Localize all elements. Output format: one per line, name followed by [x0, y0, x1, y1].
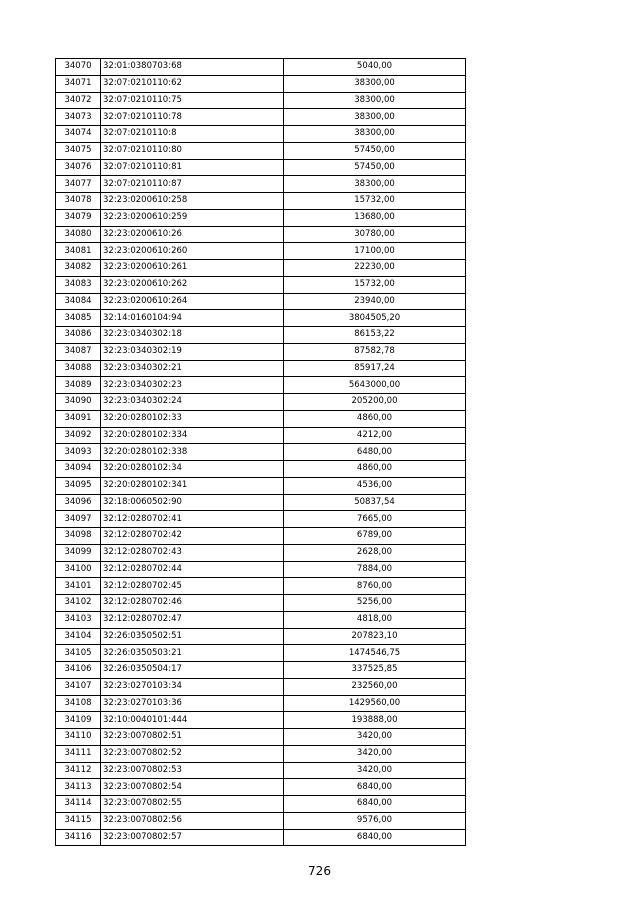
row-number-cell: 34095 — [56, 477, 101, 494]
cadastral-value-cell: 5040,00 — [284, 59, 466, 76]
cadastral-number-cell: 32:23:0200610:264 — [101, 293, 284, 310]
cadastral-number-cell: 32:20:0280102:338 — [101, 444, 284, 461]
row-number-cell: 34085 — [56, 310, 101, 327]
table-row — [56, 528, 466, 545]
row-number-cell: 34114 — [56, 796, 101, 813]
table-row — [56, 645, 466, 662]
cadastral-value-cell: 193888,00 — [284, 712, 466, 729]
row-number-cell: 34104 — [56, 628, 101, 645]
cadastral-value-cell: 8760,00 — [284, 578, 466, 595]
table-row — [56, 494, 466, 511]
row-number-cell: 34076 — [56, 159, 101, 176]
cadastral-value-cell: 86153,22 — [284, 327, 466, 344]
cadastral-number-cell: 32:12:0280702:45 — [101, 578, 284, 595]
row-number-cell: 34116 — [56, 829, 101, 846]
page-number: 726 — [308, 864, 331, 878]
cadastral-value-cell: 50837,54 — [284, 494, 466, 511]
table-row — [56, 226, 466, 243]
cadastral-value-cell: 205200,00 — [284, 394, 466, 411]
cadastral-number-cell: 32:23:0070802:52 — [101, 745, 284, 762]
row-number-cell: 34074 — [56, 126, 101, 143]
cadastral-value-cell: 57450,00 — [284, 159, 466, 176]
cadastral-value-table — [55, 58, 466, 846]
cadastral-value-cell: 3420,00 — [284, 762, 466, 779]
row-number-cell: 34071 — [56, 75, 101, 92]
cadastral-number-cell: 32:26:0350504:17 — [101, 662, 284, 679]
row-number-cell: 34098 — [56, 528, 101, 545]
table-row — [56, 729, 466, 746]
table-row — [56, 444, 466, 461]
row-number-cell: 34072 — [56, 92, 101, 109]
cadastral-value-cell: 23940,00 — [284, 293, 466, 310]
table-row — [56, 695, 466, 712]
cadastral-value-cell: 7665,00 — [284, 511, 466, 528]
cadastral-number-cell: 32:23:0200610:262 — [101, 276, 284, 293]
cadastral-number-cell: 32:23:0200610:259 — [101, 209, 284, 226]
cadastral-number-cell: 32:07:0210110:87 — [101, 176, 284, 193]
cadastral-value-cell: 3420,00 — [284, 729, 466, 746]
cadastral-value-cell: 38300,00 — [284, 75, 466, 92]
row-number-cell: 34088 — [56, 360, 101, 377]
table-row — [56, 193, 466, 210]
table-row — [56, 59, 466, 76]
row-number-cell: 34093 — [56, 444, 101, 461]
row-number-cell: 34091 — [56, 410, 101, 427]
row-number-cell: 34105 — [56, 645, 101, 662]
cadastral-number-cell: 32:12:0280702:42 — [101, 528, 284, 545]
cadastral-value-cell: 6840,00 — [284, 796, 466, 813]
cadastral-value-cell: 4212,00 — [284, 427, 466, 444]
row-number-cell: 34115 — [56, 812, 101, 829]
table-row — [56, 461, 466, 478]
row-number-cell: 34073 — [56, 109, 101, 126]
table-row — [56, 159, 466, 176]
table-row — [56, 628, 466, 645]
cadastral-value-cell: 4818,00 — [284, 611, 466, 628]
table-row — [56, 126, 466, 143]
table-body — [56, 59, 466, 846]
row-number-cell: 34100 — [56, 561, 101, 578]
cadastral-value-cell: 15732,00 — [284, 276, 466, 293]
table-row — [56, 662, 466, 679]
row-number-cell: 34102 — [56, 595, 101, 612]
row-number-cell: 34086 — [56, 327, 101, 344]
cadastral-value-cell: 38300,00 — [284, 176, 466, 193]
cadastral-number-cell: 32:23:0270103:36 — [101, 695, 284, 712]
row-number-cell: 34107 — [56, 678, 101, 695]
cadastral-number-cell: 32:23:0200610:260 — [101, 243, 284, 260]
cadastral-value-cell: 9576,00 — [284, 812, 466, 829]
cadastral-number-cell: 32:07:0210110:62 — [101, 75, 284, 92]
cadastral-value-cell: 17100,00 — [284, 243, 466, 260]
row-number-cell: 34087 — [56, 343, 101, 360]
table-row — [56, 595, 466, 612]
row-number-cell: 34097 — [56, 511, 101, 528]
cadastral-value-cell: 87582,78 — [284, 343, 466, 360]
table-row — [56, 477, 466, 494]
table-row — [56, 410, 466, 427]
cadastral-value-cell: 6480,00 — [284, 444, 466, 461]
table-row — [56, 394, 466, 411]
row-number-cell: 34084 — [56, 293, 101, 310]
cadastral-number-cell: 32:23:0270103:34 — [101, 678, 284, 695]
cadastral-number-cell: 32:23:0200610:258 — [101, 193, 284, 210]
cadastral-value-cell: 15732,00 — [284, 193, 466, 210]
table-row — [56, 745, 466, 762]
cadastral-number-cell: 32:26:0350503:21 — [101, 645, 284, 662]
cadastral-value-cell: 13680,00 — [284, 209, 466, 226]
cadastral-number-cell: 32:12:0280702:46 — [101, 595, 284, 612]
cadastral-value-cell: 6840,00 — [284, 779, 466, 796]
row-number-cell: 34106 — [56, 662, 101, 679]
cadastral-value-cell: 337525,85 — [284, 662, 466, 679]
cadastral-number-cell: 32:23:0070802:56 — [101, 812, 284, 829]
cadastral-value-cell: 38300,00 — [284, 126, 466, 143]
cadastral-number-cell: 32:10:0040101:444 — [101, 712, 284, 729]
table-row — [56, 678, 466, 695]
cadastral-value-cell: 85917,24 — [284, 360, 466, 377]
cadastral-value-cell: 5643000,00 — [284, 377, 466, 394]
table-row — [56, 578, 466, 595]
row-number-cell: 34079 — [56, 209, 101, 226]
row-number-cell: 34109 — [56, 712, 101, 729]
cadastral-number-cell: 32:18:0060502:90 — [101, 494, 284, 511]
cadastral-value-cell: 4860,00 — [284, 410, 466, 427]
cadastral-number-cell: 32:07:0210110:78 — [101, 109, 284, 126]
row-number-cell: 34081 — [56, 243, 101, 260]
row-number-cell: 34082 — [56, 260, 101, 277]
cadastral-number-cell: 32:23:0200610:261 — [101, 260, 284, 277]
cadastral-number-cell: 32:23:0070802:54 — [101, 779, 284, 796]
row-number-cell: 34111 — [56, 745, 101, 762]
cadastral-value-cell: 3804505,20 — [284, 310, 466, 327]
cadastral-number-cell: 32:26:0350502:51 — [101, 628, 284, 645]
table-row — [56, 561, 466, 578]
cadastral-number-cell: 32:23:0340302:19 — [101, 343, 284, 360]
table-row — [56, 427, 466, 444]
table-row — [56, 511, 466, 528]
table-row — [56, 712, 466, 729]
row-number-cell: 34096 — [56, 494, 101, 511]
table-row — [56, 796, 466, 813]
table-row — [56, 310, 466, 327]
row-number-cell: 34113 — [56, 779, 101, 796]
cadastral-number-cell: 32:07:0210110:81 — [101, 159, 284, 176]
table-row — [56, 611, 466, 628]
table-row — [56, 209, 466, 226]
table-row — [56, 812, 466, 829]
cadastral-value-cell: 6789,00 — [284, 528, 466, 545]
row-number-cell: 34089 — [56, 377, 101, 394]
table-row — [56, 92, 466, 109]
table-row — [56, 276, 466, 293]
cadastral-value-cell: 3420,00 — [284, 745, 466, 762]
cadastral-number-cell: 32:23:0070802:53 — [101, 762, 284, 779]
row-number-cell: 34094 — [56, 461, 101, 478]
row-number-cell: 34078 — [56, 193, 101, 210]
cadastral-value-cell: 22230,00 — [284, 260, 466, 277]
row-number-cell: 34077 — [56, 176, 101, 193]
cadastral-number-cell: 32:23:0070802:55 — [101, 796, 284, 813]
cadastral-number-cell: 32:12:0280702:44 — [101, 561, 284, 578]
cadastral-value-cell: 7884,00 — [284, 561, 466, 578]
row-number-cell: 34080 — [56, 226, 101, 243]
cadastral-number-cell: 32:07:0210110:75 — [101, 92, 284, 109]
cadastral-number-cell: 32:20:0280102:34 — [101, 461, 284, 478]
cadastral-number-cell: 32:23:0340302:18 — [101, 327, 284, 344]
table-row — [56, 360, 466, 377]
cadastral-value-cell: 30780,00 — [284, 226, 466, 243]
cadastral-value-cell: 38300,00 — [284, 92, 466, 109]
table-row — [56, 762, 466, 779]
cadastral-number-cell: 32:23:0200610:26 — [101, 226, 284, 243]
cadastral-number-cell: 32:23:0340302:23 — [101, 377, 284, 394]
cadastral-number-cell: 32:12:0280702:41 — [101, 511, 284, 528]
cadastral-number-cell: 32:23:0340302:24 — [101, 394, 284, 411]
cadastral-number-cell: 32:07:0210110:80 — [101, 142, 284, 159]
row-number-cell: 34103 — [56, 611, 101, 628]
table-row — [56, 343, 466, 360]
row-number-cell: 34112 — [56, 762, 101, 779]
row-number-cell: 34110 — [56, 729, 101, 746]
table-row — [56, 243, 466, 260]
table-row — [56, 377, 466, 394]
table-row — [56, 293, 466, 310]
cadastral-value-cell: 2628,00 — [284, 544, 466, 561]
cadastral-value-cell: 5256,00 — [284, 595, 466, 612]
row-number-cell: 34099 — [56, 544, 101, 561]
row-number-cell: 34090 — [56, 394, 101, 411]
cadastral-value-cell: 57450,00 — [284, 142, 466, 159]
cadastral-number-cell: 32:20:0280102:334 — [101, 427, 284, 444]
cadastral-value-cell: 1429560,00 — [284, 695, 466, 712]
row-number-cell: 34108 — [56, 695, 101, 712]
cadastral-number-cell: 32:23:0340302:21 — [101, 360, 284, 377]
row-number-cell: 34075 — [56, 142, 101, 159]
table-row — [56, 109, 466, 126]
table-row — [56, 75, 466, 92]
row-number-cell: 34070 — [56, 59, 101, 76]
cadastral-number-cell: 32:23:0070802:51 — [101, 729, 284, 746]
cadastral-number-cell: 32:12:0280702:47 — [101, 611, 284, 628]
cadastral-value-cell: 4536,00 — [284, 477, 466, 494]
table-row — [56, 544, 466, 561]
cadastral-value-cell: 207823,10 — [284, 628, 466, 645]
table-row — [56, 829, 466, 846]
cadastral-value-cell: 1474546,75 — [284, 645, 466, 662]
table-row — [56, 779, 466, 796]
cadastral-value-cell: 232560,00 — [284, 678, 466, 695]
table-row — [56, 142, 466, 159]
table-row — [56, 327, 466, 344]
cadastral-value-cell: 4860,00 — [284, 461, 466, 478]
row-number-cell: 34101 — [56, 578, 101, 595]
cadastral-number-cell: 32:14:0160104:94 — [101, 310, 284, 327]
cadastral-number-cell: 32:01:0380703:68 — [101, 59, 284, 76]
cadastral-number-cell: 32:20:0280102:33 — [101, 410, 284, 427]
cadastral-number-cell: 32:07:0210110:8 — [101, 126, 284, 143]
row-number-cell: 34092 — [56, 427, 101, 444]
cadastral-number-cell: 32:23:0070802:57 — [101, 829, 284, 846]
cadastral-number-cell: 32:12:0280702:43 — [101, 544, 284, 561]
table-row — [56, 176, 466, 193]
cadastral-number-cell: 32:20:0280102:341 — [101, 477, 284, 494]
cadastral-value-cell: 38300,00 — [284, 109, 466, 126]
row-number-cell: 34083 — [56, 276, 101, 293]
table-row — [56, 260, 466, 277]
cadastral-value-cell: 6840,00 — [284, 829, 466, 846]
